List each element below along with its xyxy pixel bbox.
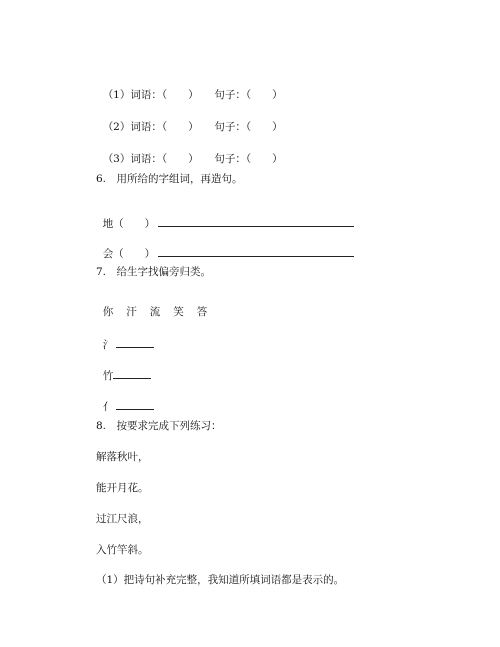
exercise5-item-3 — [96, 143, 283, 164]
character: 流 — [149, 305, 161, 318]
item-word-label: （3）词语：（ — [102, 152, 168, 165]
word-blank[interactable]: ） — [167, 88, 194, 101]
radical-label: 竹 — [102, 369, 114, 382]
word-blank[interactable]: ） — [167, 120, 194, 133]
sentence-blank[interactable]: ） — [251, 88, 283, 101]
exercise6-row-2 — [96, 236, 354, 259]
exercise5-item-2 — [96, 111, 283, 132]
exercise8-sub-question: （1）把诗句补充完整，我知道所填词语都是表示的。 — [96, 574, 345, 586]
poem-line-1: 解落秋叶， — [96, 451, 149, 463]
exercise7-title: 7. 给生字找偏旁归类。 — [96, 266, 212, 278]
sentence-blank[interactable]: ） — [251, 120, 283, 133]
radical-answer-line[interactable] — [116, 400, 154, 410]
poem-line-2: 能开月花。 — [96, 482, 149, 494]
radical-answer-line[interactable] — [113, 369, 151, 379]
exercise5-item-1 — [96, 79, 283, 100]
radical-row-1 — [96, 327, 154, 350]
answer-line[interactable] — [158, 247, 354, 257]
row-label: 会（ ） — [102, 247, 156, 260]
poem-line-4: 入竹竿斜。 — [96, 544, 149, 556]
row-label: 地（ ） — [102, 217, 156, 230]
item-word-label: （2）词语：（ — [102, 120, 168, 133]
radical-answer-line[interactable] — [116, 338, 154, 348]
character: 你 — [102, 305, 114, 318]
character: 答 — [196, 305, 208, 318]
character: 笑 — [173, 305, 184, 318]
exercise8-title: 8. 按要求完成下列练习： — [96, 420, 222, 432]
item-word-label: （1）词语：（ — [102, 88, 168, 101]
radical-label: 氵 — [102, 338, 114, 351]
radical-row-2 — [96, 358, 151, 381]
radical-row-3 — [96, 389, 154, 412]
item-sentence-label: 句子：（ — [214, 88, 252, 101]
exercise6-row-1 — [96, 206, 354, 229]
item-sentence-label: 句子：（ — [214, 120, 252, 133]
item-sentence-label: 句子：（ — [214, 152, 252, 165]
word-blank[interactable]: ） — [167, 152, 194, 165]
character-list — [96, 296, 207, 317]
sentence-blank[interactable]: ） — [251, 152, 283, 165]
radical-label: 亻 — [102, 400, 114, 413]
poem-line-3: 过江尺浪， — [96, 513, 149, 525]
answer-line[interactable] — [158, 217, 354, 227]
character: 汗 — [126, 305, 137, 318]
exercise6-title: 6. 用所给的字组词，再造句。 — [96, 173, 243, 185]
